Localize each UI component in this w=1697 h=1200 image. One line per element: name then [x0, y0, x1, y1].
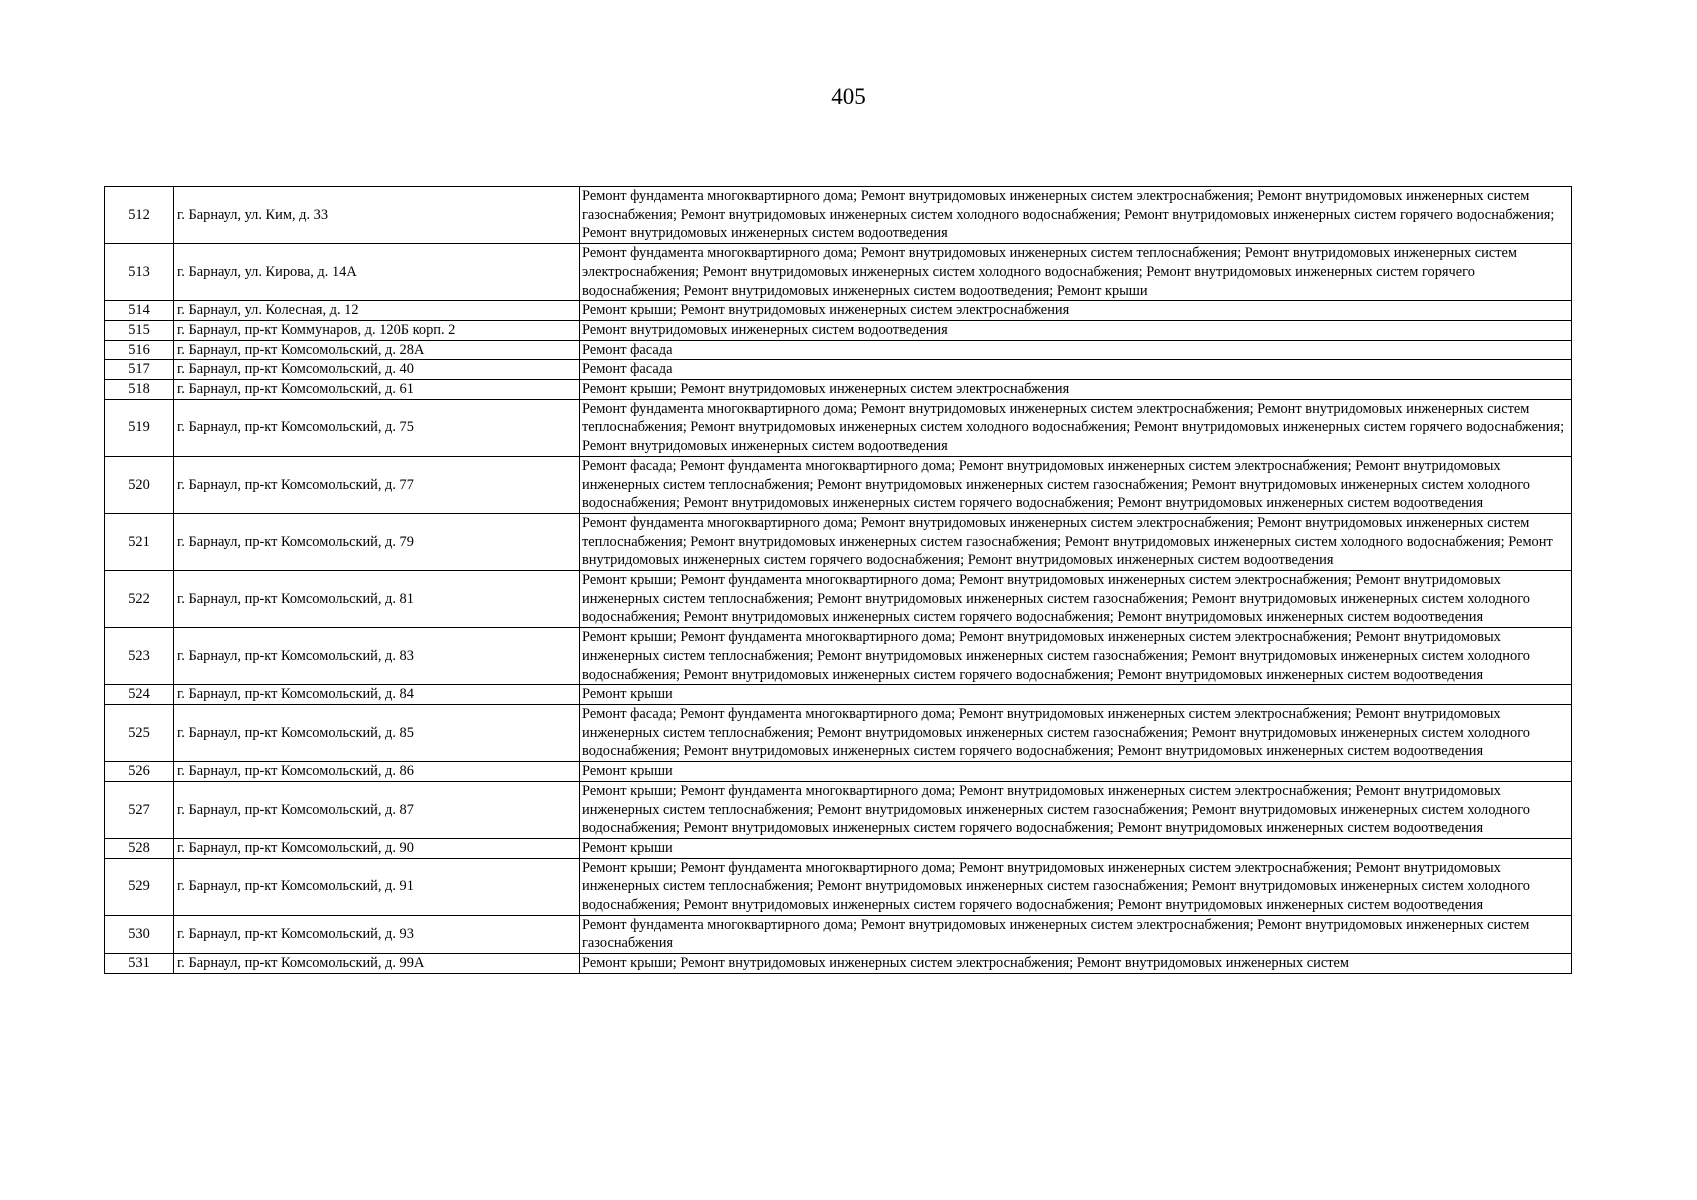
- table-row: [105, 320, 1572, 340]
- row-number: 530: [105, 915, 174, 953]
- table-row: [105, 456, 1572, 513]
- works-cell: Ремонт фундамента многоквартирного дома; Ремонт внутридомовых инженерных систем электроснабжения; Ремонт внутридомовых инженерных систем газоснабжения: [580, 915, 1572, 953]
- address-cell: г. Барнаул, пр-кт Комсомольский, д. 85: [174, 704, 580, 761]
- row-number: 515: [105, 320, 174, 340]
- works-cell: Ремонт фундамента многоквартирного дома; Ремонт внутридомовых инженерных систем теплоснабжения; Ремонт внутридомовых инженерных систем электроснабжения; Ремонт внутридомовых инженерных систем холодного водоснабжения; Ремонт внутридомовых инженерных систем горячего водоснабжения; Ремонт внутридомовых инженерных систем водоотведения; Ремонт крыши: [580, 244, 1572, 301]
- table-row: [105, 685, 1572, 705]
- works-cell: Ремонт крыши; Ремонт внутридомовых инженерных систем электроснабжения: [580, 380, 1572, 400]
- row-number: 529: [105, 858, 174, 915]
- table-row: [105, 954, 1572, 974]
- works-cell: Ремонт фасада; Ремонт фундамента многоквартирного дома; Ремонт внутридомовых инженерных систем электроснабжения; Ремонт внутридомовых инженерных систем теплоснабжения; Ремонт внутридомовых инженерных систем газоснабжения; Ремонт внутридомовых инженерных систем холодного водоснабжения; Ремонт внутридомовых инженерных систем горячего водоснабжения; Ремонт внутридомовых инженерных систем водоотведения: [580, 456, 1572, 513]
- works-cell: Ремонт крыши; Ремонт внутридомовых инженерных систем электроснабжения; Ремонт внутридомовых инженерных систем: [580, 954, 1572, 974]
- row-number: 517: [105, 360, 174, 380]
- works-cell: Ремонт фасада: [580, 340, 1572, 360]
- row-number: 525: [105, 704, 174, 761]
- table-row: [105, 360, 1572, 380]
- table-row: [105, 858, 1572, 915]
- address-cell: г. Барнаул, пр-кт Комсомольский, д. 61: [174, 380, 580, 400]
- table-row: [105, 571, 1572, 628]
- table-row: [105, 781, 1572, 838]
- address-cell: г. Барнаул, пр-кт Комсомольский, д. 75: [174, 399, 580, 456]
- registry-body: [105, 187, 1572, 974]
- works-cell: Ремонт фасада; Ремонт фундамента многоквартирного дома; Ремонт внутридомовых инженерных систем электроснабжения; Ремонт внутридомовых инженерных систем теплоснабжения; Ремонт внутридомовых инженерных систем газоснабжения; Ремонт внутридомовых инженерных систем холодного водоснабжения; Ремонт внутридомовых инженерных систем горячего водоснабжения; Ремонт внутридомовых инженерных систем водоотведения: [580, 704, 1572, 761]
- table-row: [105, 380, 1572, 400]
- table-row: [105, 513, 1572, 570]
- address-cell: г. Барнаул, пр-кт Комсомольский, д. 83: [174, 628, 580, 685]
- address-cell: г. Барнаул, пр-кт Комсомольский, д. 93: [174, 915, 580, 953]
- table-row: [105, 838, 1572, 858]
- table-row: [105, 187, 1572, 244]
- row-number: 513: [105, 244, 174, 301]
- row-number: 519: [105, 399, 174, 456]
- row-number: 518: [105, 380, 174, 400]
- address-cell: г. Барнаул, пр-кт Комсомольский, д. 77: [174, 456, 580, 513]
- page-number: 405: [831, 84, 866, 109]
- works-cell: Ремонт фундамента многоквартирного дома; Ремонт внутридомовых инженерных систем электроснабжения; Ремонт внутридомовых инженерных систем газоснабжения; Ремонт внутридомовых инженерных систем холодного водоснабжения; Ремонт внутридомовых инженерных систем горячего водоснабжения; Ремонт внутридомовых инженерных систем водоотведения: [580, 187, 1572, 244]
- row-number: 514: [105, 301, 174, 321]
- row-number: 522: [105, 571, 174, 628]
- row-number: 524: [105, 685, 174, 705]
- works-cell: Ремонт крыши: [580, 762, 1572, 782]
- table-row: [105, 628, 1572, 685]
- address-cell: г. Барнаул, пр-кт Комсомольский, д. 91: [174, 858, 580, 915]
- works-cell: Ремонт крыши; Ремонт фундамента многоквартирного дома; Ремонт внутридомовых инженерных систем электроснабжения; Ремонт внутридомовых инженерных систем теплоснабжения; Ремонт внутридомовых инженерных систем газоснабжения; Ремонт внутридомовых инженерных систем холодного водоснабжения; Ремонт внутридомовых инженерных систем горячего водоснабжения; Ремонт внутридомовых инженерных систем водоотведения: [580, 858, 1572, 915]
- works-cell: Ремонт крыши: [580, 685, 1572, 705]
- address-cell: г. Барнаул, пр-кт Комсомольский, д. 79: [174, 513, 580, 570]
- address-cell: г. Барнаул, пр-кт Комсомольский, д. 90: [174, 838, 580, 858]
- row-number: 521: [105, 513, 174, 570]
- row-number: 531: [105, 954, 174, 974]
- address-cell: г. Барнаул, пр-кт Комсомольский, д. 86: [174, 762, 580, 782]
- works-cell: Ремонт крыши; Ремонт фундамента многоквартирного дома; Ремонт внутридомовых инженерных систем электроснабжения; Ремонт внутридомовых инженерных систем теплоснабжения; Ремонт внутридомовых инженерных систем газоснабжения; Ремонт внутридомовых инженерных систем холодного водоснабжения; Ремонт внутридомовых инженерных систем горячего водоснабжения; Ремонт внутридомовых инженерных систем водоотведения: [580, 571, 1572, 628]
- row-number: 516: [105, 340, 174, 360]
- works-cell: Ремонт крыши; Ремонт внутридомовых инженерных систем электроснабжения: [580, 301, 1572, 321]
- address-cell: г. Барнаул, пр-кт Комсомольский, д. 28А: [174, 340, 580, 360]
- row-number: 512: [105, 187, 174, 244]
- row-number: 527: [105, 781, 174, 838]
- table-row: [105, 301, 1572, 321]
- address-cell: г. Барнаул, ул. Ким, д. 33: [174, 187, 580, 244]
- registry-table: [104, 186, 1572, 974]
- row-number: 528: [105, 838, 174, 858]
- table-row: [105, 915, 1572, 953]
- address-cell: г. Барнаул, пр-кт Комсомольский, д. 40: [174, 360, 580, 380]
- table-row: [105, 399, 1572, 456]
- works-cell: Ремонт крыши; Ремонт фундамента многоквартирного дома; Ремонт внутридомовых инженерных систем электроснабжения; Ремонт внутридомовых инженерных систем теплоснабжения; Ремонт внутридомовых инженерных систем газоснабжения; Ремонт внутридомовых инженерных систем холодного водоснабжения; Ремонт внутридомовых инженерных систем горячего водоснабжения; Ремонт внутридомовых инженерных систем водоотведения: [580, 781, 1572, 838]
- works-cell: Ремонт крыши: [580, 838, 1572, 858]
- table-row: [105, 762, 1572, 782]
- address-cell: г. Барнаул, ул. Кирова, д. 14А: [174, 244, 580, 301]
- table-row: [105, 704, 1572, 761]
- row-number: 523: [105, 628, 174, 685]
- works-cell: Ремонт фундамента многоквартирного дома; Ремонт внутридомовых инженерных систем электроснабжения; Ремонт внутридомовых инженерных систем теплоснабжения; Ремонт внутридомовых инженерных систем холодного водоснабжения; Ремонт внутридомовых инженерных систем горячего водоснабжения; Ремонт внутридомовых инженерных систем водоотведения: [580, 399, 1572, 456]
- works-cell: Ремонт внутридомовых инженерных систем водоотведения: [580, 320, 1572, 340]
- row-number: 520: [105, 456, 174, 513]
- address-cell: г. Барнаул, ул. Колесная, д. 12: [174, 301, 580, 321]
- table-row: [105, 244, 1572, 301]
- works-cell: Ремонт фасада: [580, 360, 1572, 380]
- table-row: [105, 340, 1572, 360]
- row-number: 526: [105, 762, 174, 782]
- address-cell: г. Барнаул, пр-кт Коммунаров, д. 120Б корп. 2: [174, 320, 580, 340]
- works-cell: Ремонт фундамента многоквартирного дома; Ремонт внутридомовых инженерных систем электроснабжения; Ремонт внутридомовых инженерных систем теплоснабжения; Ремонт внутридомовых инженерных систем газоснабжения; Ремонт внутридомовых инженерных систем холодного водоснабжения; Ремонт внутридомовых инженерных систем горячего водоснабжения; Ремонт внутридомовых инженерных систем водоотведения: [580, 513, 1572, 570]
- address-cell: г. Барнаул, пр-кт Комсомольский, д. 87: [174, 781, 580, 838]
- address-cell: г. Барнаул, пр-кт Комсомольский, д. 99А: [174, 954, 580, 974]
- works-cell: Ремонт крыши; Ремонт фундамента многоквартирного дома; Ремонт внутридомовых инженерных систем электроснабжения; Ремонт внутридомовых инженерных систем теплоснабжения; Ремонт внутридомовых инженерных систем газоснабжения; Ремонт внутридомовых инженерных систем холодного водоснабжения; Ремонт внутридомовых инженерных систем горячего водоснабжения; Ремонт внутридомовых инженерных систем водоотведения: [580, 628, 1572, 685]
- address-cell: г. Барнаул, пр-кт Комсомольский, д. 84: [174, 685, 580, 705]
- address-cell: г. Барнаул, пр-кт Комсомольский, д. 81: [174, 571, 580, 628]
